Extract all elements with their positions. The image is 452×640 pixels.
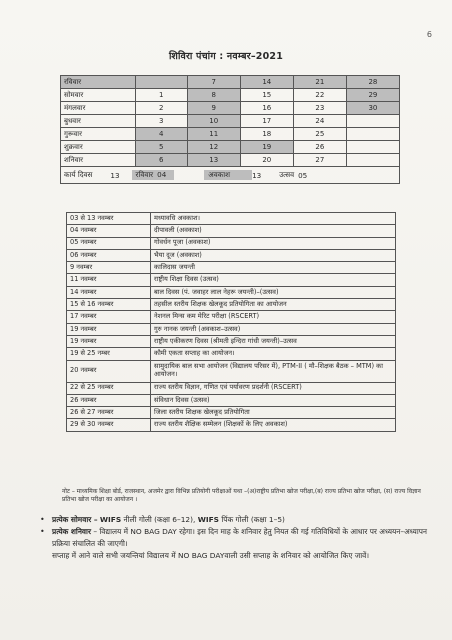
calendar-date-cell: 16	[240, 102, 293, 115]
calendar-date-cell: 6	[135, 154, 187, 167]
event-date: 11 नवम्बर	[67, 274, 151, 286]
page-title: शिविरा पंचांग : नवम्बर–2021	[168, 51, 284, 62]
calendar-date-cell: 24	[293, 115, 346, 128]
calendar-date-cell: 1	[135, 89, 187, 102]
event-date: 17 नवम्बर	[67, 311, 151, 323]
events-table	[66, 212, 396, 432]
monday-prefix: प्रत्येक सोमवार –	[52, 515, 98, 524]
event-date: 20 नवम्बर	[67, 360, 151, 382]
event-date: 29 से 30 नवम्बर	[67, 419, 151, 431]
event-description: संविधान दिवस (उत्सव)	[151, 394, 396, 406]
event-description: गुरु नानक जयन्ती (अवकाश–उत्सव)	[151, 323, 396, 335]
blue-pill-text: नीली गोली (कक्षा 6–12),	[123, 515, 196, 524]
calendar-day-name: रविवार	[61, 76, 136, 89]
event-row	[67, 323, 396, 335]
event-row	[67, 225, 396, 237]
work-days-value: 13	[110, 170, 120, 180]
saturday-prefix: प्रत्येक शनिवार	[52, 527, 91, 537]
event-description: बाल दिवस (पं. जवाहर लाल नेहरू जयन्ती)–(उत्सव)	[151, 286, 396, 298]
bullet-monday	[40, 514, 440, 525]
event-description: नेशनल मिन्स कम मेरिट परीक्षा (RSCERT)	[151, 311, 396, 323]
calendar-date-cell: 2	[135, 102, 187, 115]
event-date: 06 नवम्बर	[67, 249, 151, 261]
calendar-date-cell: 14	[240, 76, 293, 89]
event-row	[67, 299, 396, 311]
calendar-date-cell: 26	[293, 141, 346, 154]
calendar-row	[61, 102, 400, 115]
calendar-day-name: मंगलवार	[61, 102, 136, 115]
event-row	[67, 311, 396, 323]
event-date: 14 नवम्बर	[67, 286, 151, 298]
calendar-day-name: गुरूवार	[61, 128, 136, 141]
event-row	[67, 262, 396, 274]
event-description: जिला स्तरीय शिक्षक खेलकूद प्रतियोगिता	[151, 407, 396, 419]
event-description: भैया दूज (अवकाश)	[151, 249, 396, 261]
event-description: कौमी एकता सप्ताह का आयोजन।	[151, 348, 396, 360]
calendar-date-cell: 23	[293, 102, 346, 115]
calendar-date-cell	[346, 141, 399, 154]
event-description: कालिदास जयन्ती	[151, 262, 396, 274]
calendar-row	[61, 89, 400, 102]
event-description: राज्य स्तरीय शैक्षिक सम्मेलन (शिक्षकों के लिए अवकाश)	[151, 419, 396, 431]
calendar-day-name: बुधवार	[61, 115, 136, 128]
event-date: 26 नवम्बर	[67, 394, 151, 406]
calendar-date-cell: 13	[187, 154, 240, 167]
event-description: राष्ट्रीय एकीकरण दिवस (श्रीमती इन्दिरा गांधी जयन्ती)–उत्सव	[151, 335, 396, 347]
event-date: 04 नवम्बर	[67, 225, 151, 237]
calendar-date-cell: 7	[187, 76, 240, 89]
calendar-summary	[61, 167, 400, 184]
event-description: राष्ट्रीय शिक्षा दिवस (उत्सव)	[151, 274, 396, 286]
calendar-date-cell: 17	[240, 115, 293, 128]
calendar-date-cell: 4	[135, 128, 187, 141]
event-description: सामुदायिक बाल सभा आयोजन (विद्यालय परिसर में), PTM-II ( मौ–शिक्षक बैठक – MTM) का आयोजन।	[151, 360, 396, 382]
event-date: 19 नवम्बर	[67, 323, 151, 335]
holidays-value: 13	[252, 170, 262, 180]
saturday-line1: – विद्यालय में NO BAG DAY रहेगा। इस दिन माह के शनिवार हेतु नियत की गई गतिविधियों के आधार पर अध्ययन–अध्यापन प्रक्रिया संचालित की जाएगी।	[52, 527, 428, 548]
calendar-date-cell: 18	[240, 128, 293, 141]
holidays-label: अवकाश	[208, 170, 231, 179]
calendar-date-cell: 9	[187, 102, 240, 115]
festivals-value: 05	[298, 170, 308, 180]
event-row	[67, 286, 396, 298]
event-description: दीपावली (अवकाश)	[151, 225, 396, 237]
wifs-blue: WIFS	[99, 515, 122, 524]
event-description: गोवर्धन पूजा (अवकाश)	[151, 237, 396, 249]
calendar-day-name: सोमवार	[61, 89, 136, 102]
page-number: 6	[426, 30, 432, 39]
bullet-dot-icon: •	[40, 515, 45, 524]
bullet-saturday	[40, 526, 440, 549]
calendar-date-cell: 30	[346, 102, 399, 115]
note-text: नोट – माध्यमिक शिक्षा बोर्ड, राजस्थान, अजमेर द्वारा विभिन्न प्रतियोगी परीक्षाओं यथा –(अ)राष्ट्रीय प्रतिभा खोज परीक्षा,(ब) राज्य प्रतिभा खोज परीक्षा, (स) राज्य विज्ञान प्रतिभा खोज परीक्षा का आयोजन ।	[62, 488, 421, 504]
bullet-list	[40, 514, 440, 563]
bullet-dot-icon: •	[40, 527, 45, 537]
event-row	[67, 382, 396, 394]
calendar-date-cell: 15	[240, 89, 293, 102]
event-date: 26 से 27 नवम्बर	[67, 407, 151, 419]
calendar-row	[61, 115, 400, 128]
calendar-date-cell: 22	[293, 89, 346, 102]
event-date: 9 नवम्बर	[67, 262, 151, 274]
event-date: 05 नवम्बर	[67, 237, 151, 249]
calendar-day-name: शुक्रवार	[61, 141, 136, 154]
event-row	[67, 360, 396, 382]
event-row	[67, 419, 396, 431]
event-description: तहसील स्तरीय शिक्षक खेलकूद प्रतियोगिता का आयोजन	[151, 299, 396, 311]
event-row	[67, 237, 396, 249]
event-row	[67, 394, 396, 406]
calendar-summary-row	[61, 167, 400, 184]
calendar-row	[61, 141, 400, 154]
event-date: 15 से 16 नवम्बर	[67, 299, 151, 311]
calendar-date-cell: 20	[240, 154, 293, 167]
calendar-date-cell	[135, 76, 187, 89]
event-date: 19 नवम्बर	[67, 335, 151, 347]
calendar-row	[61, 76, 400, 89]
festivals-label: उत्सव	[279, 170, 295, 179]
calendar-date-cell: 25	[293, 128, 346, 141]
calendar-date-cell: 19	[240, 141, 293, 154]
calendar-date-cell	[346, 154, 399, 167]
calendar-row	[61, 154, 400, 167]
event-row	[67, 335, 396, 347]
calendar-date-cell: 27	[293, 154, 346, 167]
calendar-date-cell	[346, 128, 399, 141]
calendar-date-cell: 11	[187, 128, 240, 141]
calendar-date-cell: 5	[135, 141, 187, 154]
calendar-table	[60, 75, 400, 184]
calendar-date-cell: 8	[187, 89, 240, 102]
event-row	[67, 348, 396, 360]
event-row	[67, 213, 396, 225]
event-row	[67, 274, 396, 286]
event-row	[67, 407, 396, 419]
event-row	[67, 249, 396, 261]
calendar-date-cell: 3	[135, 115, 187, 128]
event-description: मध्यावधि अवकाश।	[151, 213, 396, 225]
calendar-date-cell: 10	[187, 115, 240, 128]
pink-pill-text: पिंक गोली (कक्षा 1–5)	[221, 515, 285, 524]
sundays-value: 04	[157, 170, 167, 179]
event-date: 19 से 25 नम्बर	[67, 348, 151, 360]
calendar-date-cell: 12	[187, 141, 240, 154]
sundays-label: रविवार	[135, 170, 154, 179]
event-description: राज्य स्तरीय विज्ञान, गणित एवं पर्यावरण प्रदर्शनी (RSCERT)	[151, 382, 396, 394]
calendar-date-cell: 28	[346, 76, 399, 89]
saturday-line2: सप्ताह में आने वाले सभी जयन्तियां विद्यालय में NO BAG DAYवाली उसी सप्ताह के शनिवार को आयोजित किए जावें।	[52, 551, 370, 561]
calendar-day-name: शनिवार	[61, 154, 136, 167]
calendar-date-cell: 29	[346, 89, 399, 102]
wifs-pink: WIFS	[197, 515, 219, 524]
event-date: 22 से 25 नवम्बर	[67, 382, 151, 394]
calendar-date-cell	[346, 115, 399, 128]
calendar-row	[61, 128, 400, 141]
calendar-date-cell: 21	[293, 76, 346, 89]
event-date: 03 से 13 नवम्बर	[67, 213, 151, 225]
work-days-label: कार्य दिवस	[64, 170, 93, 179]
